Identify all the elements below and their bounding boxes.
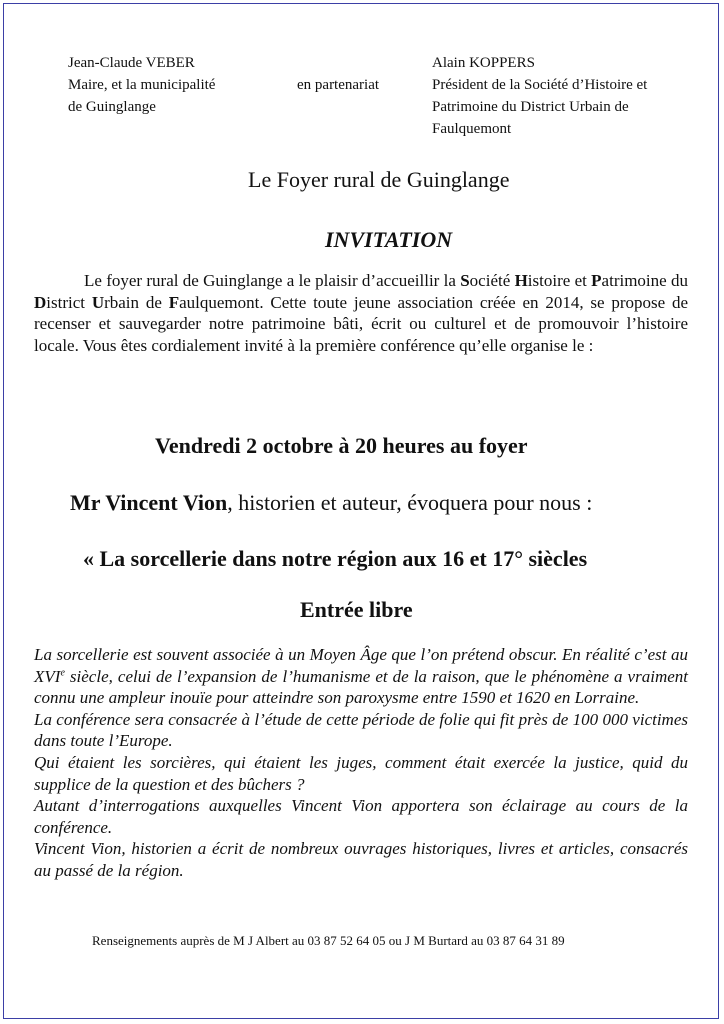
description-paragraph-3: Qui étaient les sorcières, qui étaient les juges, comment était exercée la justice, quid du supplice de la question et des bûchers ? <box>34 752 688 794</box>
event-date: Vendredi 2 octobre à 20 heures au foyer <box>155 433 528 458</box>
contact-footer: Renseignements auprès de M J Albert au 03 87 52 64 05 ou J M Burtard au 03 87 64 31 89 <box>92 933 565 948</box>
mayor-commune: de Guinglange <box>68 99 156 115</box>
speaker-name: Mr Vincent Vion <box>70 490 228 515</box>
page-title: Le Foyer rural de Guinglange <box>248 167 510 192</box>
header-left <box>68 52 215 118</box>
header-middle: en partenariat <box>297 77 380 93</box>
description-paragraph-2: La conférence sera consacrée à l’étude de cette période de folie qui fit près de 100 000 victimes dans toute l’Europe. <box>34 709 688 751</box>
invitation-heading: INVITATION <box>325 227 453 252</box>
conference-topic: « La sorcellerie dans notre région aux 16 et 17° siècles <box>83 546 588 571</box>
description-paragraph-4: Autant d’interrogations auxquelles Vincent Vion apportera son éclairage au cours de la conférence. <box>34 796 688 837</box>
president-title-2: Patrimoine du District Urbain de <box>432 99 629 115</box>
mayor-name: Jean-Claude VEBER <box>68 55 195 71</box>
description-paragraph-1: La sorcellerie est souvent associée à un Moyen Âge que l’on prétend obscur. En réalité c’est au XVIe siècle, celui de l’expansion de l’humanisme et de la raison, que le phénomène a vraiment connu une ampleur inouïe pour atteindre son paroxysme entre 1590 et 1620 en Lorraine. <box>34 645 688 708</box>
president-title: Président de la Société d’Histoire et <box>432 77 648 93</box>
president-title-3: Faulquemont <box>432 121 512 137</box>
description-block <box>34 644 688 882</box>
header-right <box>432 52 647 140</box>
speaker-line <box>70 490 592 516</box>
speaker-description: , historien et auteur, évoquera pour nous : <box>227 490 593 515</box>
mayor-title: Maire, et la municipalité <box>68 77 216 93</box>
entry-free: Entrée libre <box>300 597 413 622</box>
intro-paragraph: Le foyer rural de Guinglange a le plaisir d’accueillir la Société Histoire et Patrimoine du District Urbain de Faulquemont. Cette toute jeune association créée en 2014, se propose de recenser et sauvegarder notre patrimoine bâti, écrit ou culturel et de promouvoir l’histoire locale. Vous êtes cordialement invité à la première conférence qu’elle organise le : <box>34 271 689 355</box>
president-name: Alain KOPPERS <box>432 55 535 71</box>
description-paragraph-5: Vincent Vion, historien a écrit de nombreux ouvrages historiques, livres et articles, consacrés au passé de la région. <box>34 839 688 880</box>
